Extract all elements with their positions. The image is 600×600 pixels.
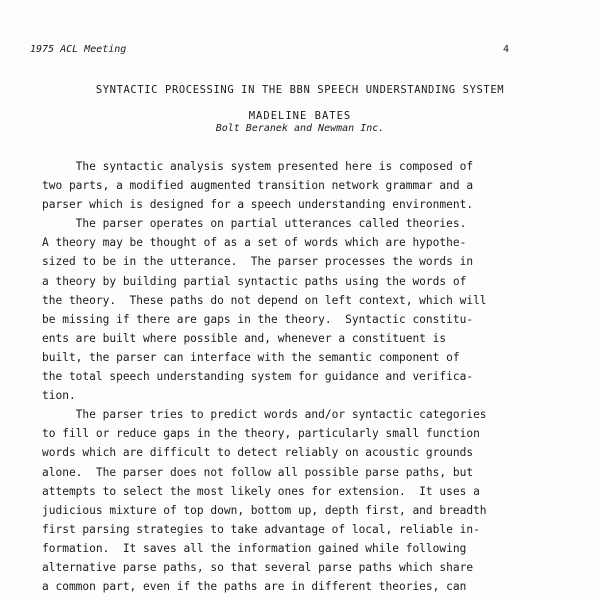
page-number: 4: [503, 44, 510, 55]
text-line: two parts, a modified augmented transition network grammar and a: [42, 179, 474, 193]
text-line: the total speech understanding system for guidance and verifica-: [42, 370, 474, 384]
paper-title: SYNTACTIC PROCESSING IN THE BBN SPEECH UNDERSTANDING SYSTEM: [95, 84, 505, 96]
text-line: the theory. These paths do not depend on left context, which will: [42, 293, 487, 307]
text-line: The parser operates on partial utterances called theories.: [42, 217, 467, 231]
text-line: built, the parser can interface with the semantic component of: [42, 350, 460, 364]
text-line: first parsing strategies to take advantage of local, reliable in-: [42, 522, 480, 536]
text-line: words which are difficult to detect reliably on acoustic grounds: [42, 446, 474, 460]
text-line: attempts to select the most likely ones for extension. It uses a: [42, 484, 480, 498]
text-line: to fill or reduce gaps in the theory, particularly small function: [42, 427, 480, 441]
text-line: A theory may be thought of as a set of words which are hypothe-: [42, 236, 467, 250]
text-line: formation. It saves all the information gained while following: [42, 541, 467, 555]
text-line: be missing if there are gaps in the theory. Syntactic constitu-: [42, 312, 474, 326]
text-line: ents are built where possible and, whenever a constituent is: [42, 331, 447, 345]
text-line: a theory by building partial syntactic paths using the words of: [42, 274, 467, 288]
text-line: a common part, even if the paths are in different theories, can: [42, 580, 467, 594]
text-line: The syntactic analysis system presented here is composed of: [42, 160, 474, 173]
author-affiliation: Bolt Beranek and Newman Inc.: [215, 123, 385, 134]
running-header: 1975 ACL Meeting: [30, 44, 127, 55]
body-text: [42, 157, 587, 596]
text-line: tion.: [42, 389, 76, 403]
text-line: sized to be in the utterance. The parser processes the words in: [42, 255, 474, 269]
text-line: judicious mixture of top down, bottom up, depth first, and breadth: [42, 503, 487, 517]
text-line: alone. The parser does not follow all possible parse paths, but: [42, 465, 474, 479]
text-line: parser which is designed for a speech understanding environment.: [42, 198, 474, 212]
text-line: alternative parse paths, so that several parse paths which share: [42, 560, 474, 574]
text-line: The parser tries to predict words and/or syntactic categories: [42, 408, 487, 422]
author-name: MADELINE BATES: [248, 110, 352, 122]
